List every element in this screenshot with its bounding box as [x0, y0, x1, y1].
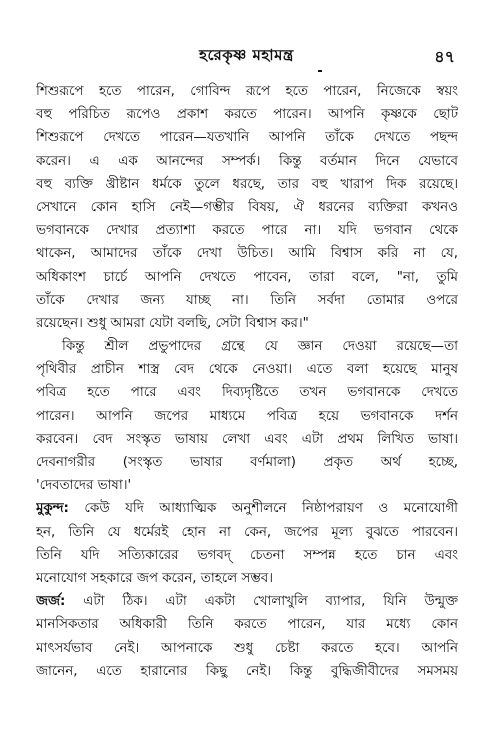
text-line: তাঁকে দেখার জন্য যাচ্ছ না। তিনি সর্বদা তোমার ওপরে: [36, 292, 458, 308]
running-header-title: হরেকৃষ্ণ মহামন্ত্র: [199, 46, 294, 64]
paragraph-indented: [36, 335, 458, 497]
text-line: কিন্তু শ্রীল প্রভুপাদের গ্রন্থে যে জ্ঞান দেওয়া রয়েছে—তা: [62, 339, 458, 355]
text-line: বহু পরিচিত রূপেও প্রকাশ করতে পারেন। আপনি কৃষ্ণকে ছোট: [36, 107, 458, 123]
page-number: ৪৭: [434, 47, 455, 66]
text-line: দেবনাগরীর (সংস্কৃত ভাষার বর্ণমালা) প্রকৃত অর্থ হচ্ছে,: [36, 455, 458, 470]
text-line: করবেন। বেদ সংস্কৃত ভাষায় লেখা এবং এটা প্রথম লিখিত ভাষা।: [36, 431, 458, 447]
text-line: মাৎসর্যভাব নেই। আপনাকে শুধু চেষ্টা করতে হবে। আপনি: [36, 640, 458, 656]
text-line: থাকেন, আমাদের তাঁকে দেখা উচিত। আমি বিশ্বাস করি না যে,: [36, 246, 458, 262]
text-line: করেন। এ এক আনন্দের সম্পর্ক। কিন্তু বর্তমান দিনে যেভাবে: [36, 153, 458, 169]
speaker-name: মুকুন্দ:: [36, 501, 69, 517]
text-line: সেখানে কোন হাসি নেই—গম্ভীর বিষয়, ঐ ধরনের ব্যক্তিরা কখনও: [36, 199, 458, 215]
paragraph-continuation: [36, 80, 458, 335]
text-line: পৃথিবীর প্রাচীন শাস্ত্র বেদ থেকে নেওয়া। এতে বলা হয়েছে মানুষ: [36, 362, 458, 378]
text-line: রয়েছেন। শুধু আমরা যেটা বলছি, সেটা বিশ্বাস কর।": [36, 315, 309, 331]
text-line: অধিকাংশ চার্চে আপনি দেখতে পাবেন, তারা বলে, "না, তুমি: [36, 269, 458, 285]
text-line: মানসিকতার অধিকারী তিনি করতে পারেন, যার মধ্যে কোন: [36, 617, 458, 633]
text-line: শিশুরূপে দেখতে পারেন—যতখানি আপনি তাঁকে দেখতে পছন্দ: [36, 130, 458, 146]
dialogue-first-line: [36, 497, 458, 520]
text-line: পবিত্র হতে পারে এবং দিব্যদৃষ্টিতে তখন ভগবানকে দেখতে: [36, 385, 458, 401]
dialogue-first-line: [36, 590, 458, 613]
paragraph-dialogue-mukunda: [36, 497, 458, 590]
text-line: বহু ব্যক্তি খ্রীষ্টান ধর্মকে তুলে ধরছে, তার বহু খারাপ দিক রয়েছে।: [36, 176, 458, 192]
text-line: 'দেবতাদের ভাষা।': [36, 478, 132, 494]
text-line: হন, তিনি যে ধর্মেরই হোন না কেন, জপের মূল্য বুঝতে পারবেন।: [36, 524, 458, 540]
body-text: [36, 80, 458, 683]
dialogue-text: এটা ঠিক। এটা একটা খোলাখুলি ব্যাপার, যিনি উন্মুক্ত: [65, 594, 458, 610]
text-line: শিশুরূপে হতে পারেন, গোবিন্দ রূপে হতে পারেন, নিজেকে স্বয়ং: [36, 84, 458, 99]
dialogue-text: কেউ যদি আধ্যাত্মিক অনুশীলনে নিষ্ঠাপরায়ণ ও মনোযোগী: [68, 501, 458, 517]
text-line: পারেন। আপনি জপের মাধ্যমে পবিত্র হয়ে ভগবানকে দর্শন: [36, 408, 458, 424]
text-line: মনোযোগ সহকারে জপ করেন, তাহলে সম্ভব।: [36, 570, 274, 586]
text-line: জানেন, এতে হারানোর কিছু নেই। কিন্তু বুদ্ধিজীবীদের সমসময়: [36, 663, 458, 679]
text-line: ভগবানকে দেখার প্রত্যাশা করতে পারে না। যদি ভগবান থেকে: [36, 223, 458, 239]
running-header: [0, 44, 493, 66]
text-line: তিনি যদি সত্যিকারের ভগবদ্ চেতনা সম্পন্ন হতে চান এবং: [36, 547, 458, 563]
speaker-name: জর্জ:: [36, 594, 66, 610]
print-mark: [318, 70, 322, 72]
paragraph-dialogue-george: [36, 590, 458, 683]
